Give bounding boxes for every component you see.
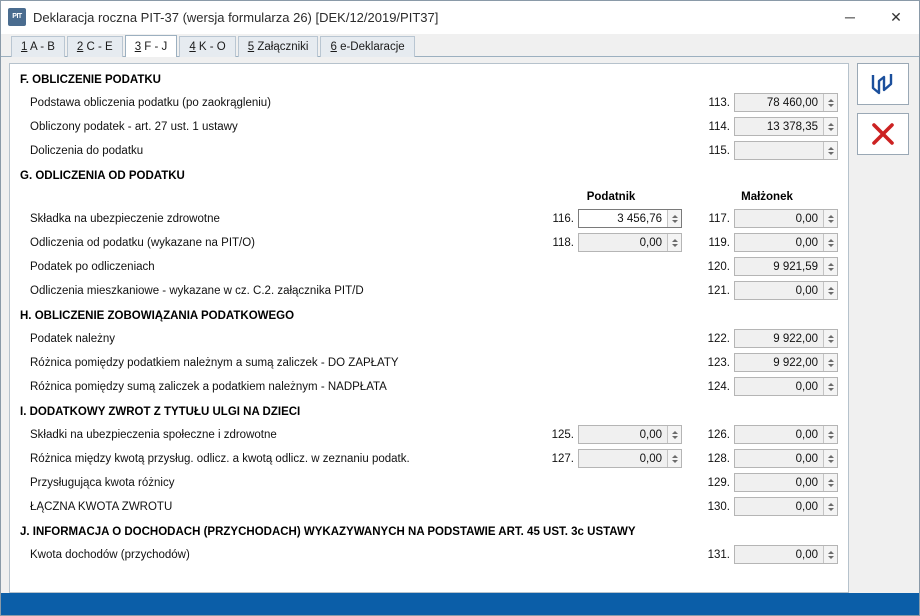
spinner-down-icon[interactable] xyxy=(828,340,834,343)
spinner-down-icon[interactable] xyxy=(828,104,834,107)
amount-input[interactable] xyxy=(734,233,838,252)
spinner-up-icon[interactable] xyxy=(828,123,834,126)
spinner-down-icon[interactable] xyxy=(828,220,834,223)
section-heading: F. OBLICZENIE PODATKU xyxy=(20,74,161,86)
spinner-down-icon[interactable] xyxy=(672,436,678,439)
amount-value: 0,00 xyxy=(795,428,818,441)
content-area xyxy=(1,57,919,593)
spouse-field-group xyxy=(696,425,838,444)
spinner-up-icon[interactable] xyxy=(828,99,834,102)
form-row xyxy=(20,328,838,349)
taxpayer-field-group xyxy=(540,425,682,444)
spinner-up-icon[interactable] xyxy=(672,455,678,458)
spinner-arrows[interactable] xyxy=(823,118,837,135)
amount-input[interactable] xyxy=(734,141,838,160)
spinner-up-icon[interactable] xyxy=(828,551,834,554)
field-number: 125. xyxy=(551,428,574,441)
amount-input[interactable] xyxy=(734,257,838,276)
spinner-down-icon[interactable] xyxy=(828,292,834,295)
taxpayer-field-group xyxy=(540,209,682,228)
spouse-field-group xyxy=(696,353,838,372)
field-number: 116. xyxy=(552,212,574,225)
spinner-up-icon[interactable] xyxy=(828,239,834,242)
field-number: 128. xyxy=(707,452,730,465)
spinner-up-icon[interactable] xyxy=(828,359,834,362)
row-label: Obliczony podatek - art. 27 ust. 1 ustawy xyxy=(30,120,238,133)
spinner-up-icon[interactable] xyxy=(828,431,834,434)
amount-input[interactable] xyxy=(734,473,838,492)
taxpayer-field-group xyxy=(540,233,682,252)
spinner-arrows[interactable] xyxy=(667,210,681,227)
column-header-spouse: Małżonek xyxy=(741,191,793,203)
spinner-down-icon[interactable] xyxy=(828,128,834,131)
title-bar xyxy=(1,1,919,34)
spinner-arrows[interactable] xyxy=(823,142,837,159)
tab-label: Załączniki xyxy=(254,41,309,53)
form-row xyxy=(20,448,838,469)
field-number: 123. xyxy=(707,356,730,369)
tab-number: 1 xyxy=(21,41,28,53)
amount-value: 0,00 xyxy=(795,500,818,513)
tab-label: A - B xyxy=(27,41,55,53)
amount-input[interactable] xyxy=(734,329,838,348)
row-label: Podatek należny xyxy=(30,332,116,345)
spinner-up-icon[interactable] xyxy=(672,239,678,242)
spinner-down-icon[interactable] xyxy=(828,388,834,391)
spinner-down-icon[interactable] xyxy=(828,364,834,367)
spouse-field-group xyxy=(696,93,838,112)
amount-value: 78 460,00 xyxy=(766,96,818,109)
spinner-down-icon[interactable] xyxy=(828,460,834,463)
tab-number: 6 xyxy=(330,41,337,53)
row-label: Doliczenia do podatku xyxy=(30,144,144,157)
column-header-spacer xyxy=(20,191,540,203)
spinner-down-icon[interactable] xyxy=(828,436,834,439)
amount-input[interactable] xyxy=(734,117,838,136)
tab-label: K - O xyxy=(195,41,226,53)
row-label: Składka na ubezpieczenie zdrowotne xyxy=(30,212,220,225)
section-heading: J. INFORMACJA O DOCHODACH (PRZYCHODACH) WYKAZYWANYCH NA PODSTAWIE ART. 45 UST. 3c USTAWY xyxy=(20,526,636,538)
spouse-field-group xyxy=(696,545,838,564)
amount-input[interactable] xyxy=(578,425,682,444)
spinner-arrows[interactable] xyxy=(667,234,681,251)
save-tool-button[interactable] xyxy=(857,63,909,105)
amount-value: 0,00 xyxy=(795,548,818,561)
field-number: 120. xyxy=(707,260,730,273)
field-number: 129. xyxy=(707,476,730,489)
spouse-field-group xyxy=(696,473,838,492)
amount-input[interactable] xyxy=(734,281,838,300)
amount-input[interactable] xyxy=(734,353,838,372)
spinner-arrows[interactable] xyxy=(823,450,837,467)
tab-4[interactable] xyxy=(179,36,235,57)
spinner-arrows[interactable] xyxy=(823,330,837,347)
field-number: 113. xyxy=(708,96,730,109)
column-headers xyxy=(20,191,838,203)
field-number: 124. xyxy=(707,380,730,393)
spinner-arrows[interactable] xyxy=(823,234,837,251)
spinner-up-icon[interactable] xyxy=(828,383,834,386)
spinner-down-icon[interactable] xyxy=(828,244,834,247)
amount-input[interactable] xyxy=(734,497,838,516)
spouse-field-group xyxy=(696,257,838,276)
spinner-arrows[interactable] xyxy=(823,474,837,491)
spouse-field-group xyxy=(696,233,838,252)
row-label: Różnica między kwotą przysług. odlicz. a kwotą odlicz. w zeznaniu podatk. xyxy=(30,452,410,465)
spinner-arrows[interactable] xyxy=(667,450,681,467)
spinner-arrows[interactable] xyxy=(823,546,837,563)
taxpayer-field-group xyxy=(540,449,682,468)
field-number: 131. xyxy=(707,548,730,561)
amount-input[interactable] xyxy=(734,377,838,396)
spouse-field-group xyxy=(696,497,838,516)
app-icon: PIT xyxy=(8,8,26,26)
form-row xyxy=(20,208,838,229)
form-row xyxy=(20,376,838,397)
spinner-arrows[interactable] xyxy=(823,498,837,515)
field-number: 126. xyxy=(707,428,730,441)
form-row xyxy=(20,472,838,493)
tab-number: 2 xyxy=(76,41,84,53)
spinner-down-icon[interactable] xyxy=(828,152,834,155)
form-row xyxy=(20,544,838,565)
spinner-up-icon[interactable] xyxy=(828,335,834,338)
row-label: Podatek po odliczeniach xyxy=(30,260,155,273)
spinner-up-icon[interactable] xyxy=(828,479,834,482)
spinner-arrows[interactable] xyxy=(823,426,837,443)
form-row xyxy=(20,140,838,161)
spinner-up-icon[interactable] xyxy=(828,503,834,506)
field-number: 119. xyxy=(708,236,730,249)
form-row xyxy=(20,280,838,301)
spinner-down-icon[interactable] xyxy=(828,508,834,511)
amount-input[interactable] xyxy=(734,545,838,564)
field-number: 121. xyxy=(707,284,730,297)
tab-number: 3 xyxy=(134,41,142,53)
form-row xyxy=(20,352,838,373)
row-label: ŁĄCZNA KWOTA ZWROTU xyxy=(30,500,173,513)
tab-2[interactable] xyxy=(67,36,123,57)
window-title: Deklaracja roczna PIT-37 (wersja formularza 26) [DEK/12/2019/PIT37] xyxy=(33,9,439,25)
section-heading: I. DODATKOWY ZWROT Z TYTUŁU ULGI NA DZIECI xyxy=(20,406,301,418)
form-panel xyxy=(9,63,849,593)
section-heading: H. OBLICZENIE ZOBOWIĄZANIA PODATKOWEGO xyxy=(20,310,295,322)
row-label: Różnica pomiędzy sumą zaliczek a podatkiem należnym - NADPŁATA xyxy=(30,380,387,393)
blue-check-icon xyxy=(870,72,896,96)
spinner-arrows[interactable] xyxy=(823,282,837,299)
spouse-field-group xyxy=(696,209,838,228)
spinner-arrows[interactable] xyxy=(823,94,837,111)
amount-value: 13 378,35 xyxy=(766,120,818,133)
amount-value: 0,00 xyxy=(795,476,818,489)
spouse-field-group xyxy=(696,449,838,468)
field-number: 114. xyxy=(708,120,730,133)
tab-6[interactable] xyxy=(320,36,414,57)
form-row xyxy=(20,496,838,517)
form-row xyxy=(20,116,838,137)
tab-strip xyxy=(1,34,919,57)
spouse-field-group xyxy=(696,117,838,136)
cancel-tool-button[interactable] xyxy=(857,113,909,155)
spinner-arrows[interactable] xyxy=(667,426,681,443)
row-label: Składki na ubezpieczenia społeczne i zdrowotne xyxy=(30,428,277,441)
minimize-button[interactable]: ─ xyxy=(845,9,855,25)
amount-value: 9 922,00 xyxy=(773,332,818,345)
amount-input[interactable] xyxy=(734,425,838,444)
field-number: 122. xyxy=(707,332,730,345)
spinner-arrows[interactable] xyxy=(823,354,837,371)
row-label: Odliczenia od podatku (wykazane na PIT/O) xyxy=(30,236,256,249)
tab-3[interactable] xyxy=(125,35,178,57)
row-label: Różnica pomiędzy podatkiem należnym a sumą zaliczek - DO ZAPŁATY xyxy=(30,356,399,369)
amount-input[interactable] xyxy=(734,209,838,228)
field-number: 127. xyxy=(551,452,574,465)
row-label: Podstawa obliczenia podatku (po zaokrągleniu) xyxy=(30,96,272,109)
tab-label: F - J xyxy=(141,41,168,53)
amount-input[interactable] xyxy=(734,449,838,468)
spinner-arrows[interactable] xyxy=(823,210,837,227)
amount-value: 3 456,76 xyxy=(617,212,662,225)
amount-value: 0,00 xyxy=(795,284,818,297)
amount-input[interactable] xyxy=(734,93,838,112)
spinner-down-icon[interactable] xyxy=(672,244,678,247)
row-label: Odliczenia mieszkaniowe - wykazane w cz. C.2. załącznika PIT/D xyxy=(30,284,364,297)
form-row xyxy=(20,92,838,113)
tab-label: e-Deklaracje xyxy=(336,41,405,53)
amount-input[interactable] xyxy=(578,449,682,468)
amount-value: 0,00 xyxy=(639,236,662,249)
amount-value: 0,00 xyxy=(639,452,662,465)
spinner-up-icon[interactable] xyxy=(828,263,834,266)
amount-value: 0,00 xyxy=(795,236,818,249)
spinner-down-icon[interactable] xyxy=(672,460,678,463)
column-header-taxpayer: Podatnik xyxy=(586,191,636,203)
amount-value: 9 922,00 xyxy=(773,356,818,369)
section-heading: G. ODLICZENIA OD PODATKU xyxy=(20,170,185,182)
spinner-up-icon[interactable] xyxy=(672,215,678,218)
field-number: 118. xyxy=(552,236,574,249)
form-row xyxy=(20,424,838,445)
form-row xyxy=(20,256,838,277)
spouse-field-group xyxy=(696,329,838,348)
tab-1[interactable] xyxy=(11,36,65,57)
spinner-arrows[interactable] xyxy=(823,378,837,395)
tab-5[interactable] xyxy=(238,36,319,57)
side-toolbar xyxy=(849,63,911,593)
spinner-up-icon[interactable] xyxy=(828,287,834,290)
field-number: 117. xyxy=(708,212,730,225)
spouse-field-group xyxy=(696,377,838,396)
amount-value: 0,00 xyxy=(795,452,818,465)
amount-value: 0,00 xyxy=(795,380,818,393)
spinner-up-icon[interactable] xyxy=(828,215,834,218)
row-label: Przysługująca kwota różnicy xyxy=(30,476,175,489)
spinner-arrows[interactable] xyxy=(823,258,837,275)
amount-value: 9 921,59 xyxy=(773,260,818,273)
status-bar xyxy=(1,593,919,615)
spinner-up-icon[interactable] xyxy=(828,147,834,150)
red-x-icon xyxy=(871,122,895,146)
tab-number: 4 xyxy=(189,41,196,53)
tab-number: 5 xyxy=(247,41,255,53)
row-label: Kwota dochodów (przychodów) xyxy=(30,548,190,561)
amount-value: 0,00 xyxy=(639,428,662,441)
field-number: 130. xyxy=(707,500,730,513)
spinner-up-icon[interactable] xyxy=(672,431,678,434)
spinner-down-icon[interactable] xyxy=(672,220,678,223)
spouse-field-group xyxy=(696,281,838,300)
amount-input[interactable] xyxy=(578,209,682,228)
spinner-up-icon[interactable] xyxy=(828,455,834,458)
form-row xyxy=(20,232,838,253)
amount-value: 0,00 xyxy=(795,212,818,225)
field-number: 115. xyxy=(708,144,730,157)
tab-label: C - E xyxy=(83,41,113,53)
spouse-field-group xyxy=(696,141,838,160)
amount-input[interactable] xyxy=(578,233,682,252)
spinner-down-icon[interactable] xyxy=(828,268,834,271)
close-button[interactable]: ✕ xyxy=(890,8,902,25)
spinner-down-icon[interactable] xyxy=(828,484,834,487)
spinner-down-icon[interactable] xyxy=(828,556,834,559)
